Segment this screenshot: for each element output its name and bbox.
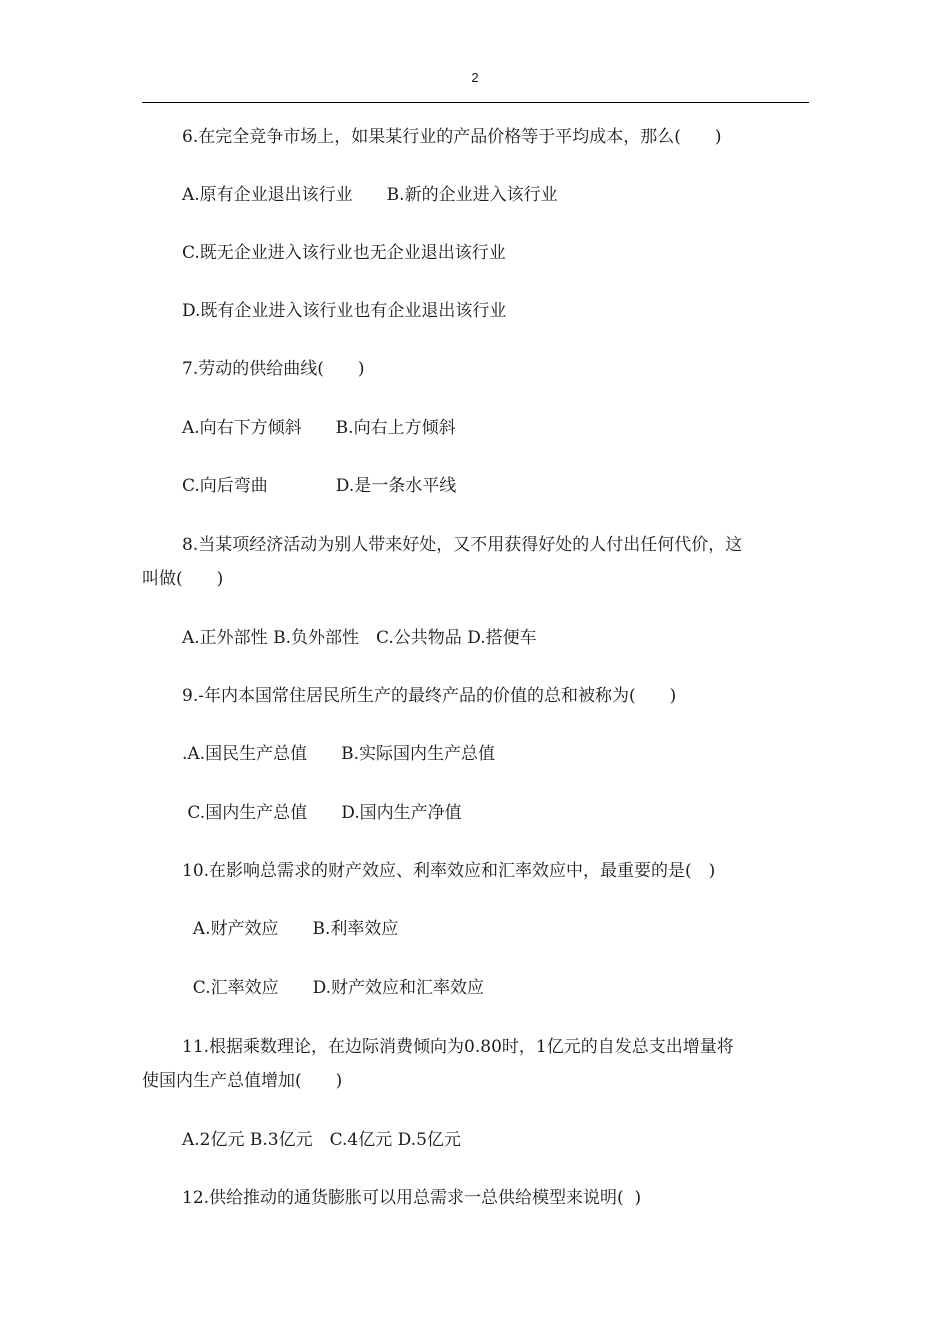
question-option: C.汇率效应 D.财产效应和汇率效应 — [182, 978, 485, 998]
question-option: .A.国民生产总值 B.实际国内生产总值 — [182, 744, 495, 764]
question-stem: 叫做( ) — [142, 569, 224, 589]
question-option: A.向右下方倾斜 B.向右上方倾斜 — [182, 418, 456, 438]
question-option: A.原有企业退出该行业 B.新的企业进入该行业 — [182, 185, 558, 205]
question-option: D.既有企业进入该行业也有企业退出该行业 — [182, 301, 507, 321]
question-stem: 10.在影响总需求的财产效应、利率效应和汇率效应中，最重要的是( ) — [182, 861, 716, 881]
question-option: A.2亿元 B.3亿元 C.4亿元 D.5亿元 — [182, 1130, 461, 1150]
question-stem: 使国内生产总值增加( ) — [142, 1071, 343, 1091]
question-stem: 12.供给推动的通货膨胀可以用总需求一总供给模型来说明( ) — [182, 1188, 642, 1208]
question-option: C.国内生产总值 D.国内生产净值 — [182, 803, 462, 823]
question-stem: 6.在完全竞争市场上，如果某行业的产品价格等于平均成本，那么( ) — [182, 127, 722, 147]
question-stem: 11.根据乘数理论，在边际消费倾向为0.80时，1亿元的自发总支出增量将 — [182, 1037, 734, 1057]
question-option: C.既无企业进入该行业也无企业退出该行业 — [182, 243, 506, 263]
question-option: A.正外部性 B.负外部性 C.公共物品 D.搭便车 — [182, 628, 537, 648]
question-option: A.财产效应 B.利率效应 — [182, 919, 399, 939]
question-stem: 8.当某项经济活动为别人带来好处，又不用获得好处的人付出任何代价，这 — [182, 535, 743, 555]
header-rule — [142, 102, 809, 103]
question-stem: 9.-年内本国常住居民所生产的最终产品的价值的总和被称为( ) — [182, 686, 677, 706]
page-number: 2 — [471, 70, 479, 85]
question-option: C.向后弯曲 D.是一条水平线 — [182, 476, 457, 496]
question-stem: 7.劳动的供给曲线( ) — [182, 359, 365, 379]
